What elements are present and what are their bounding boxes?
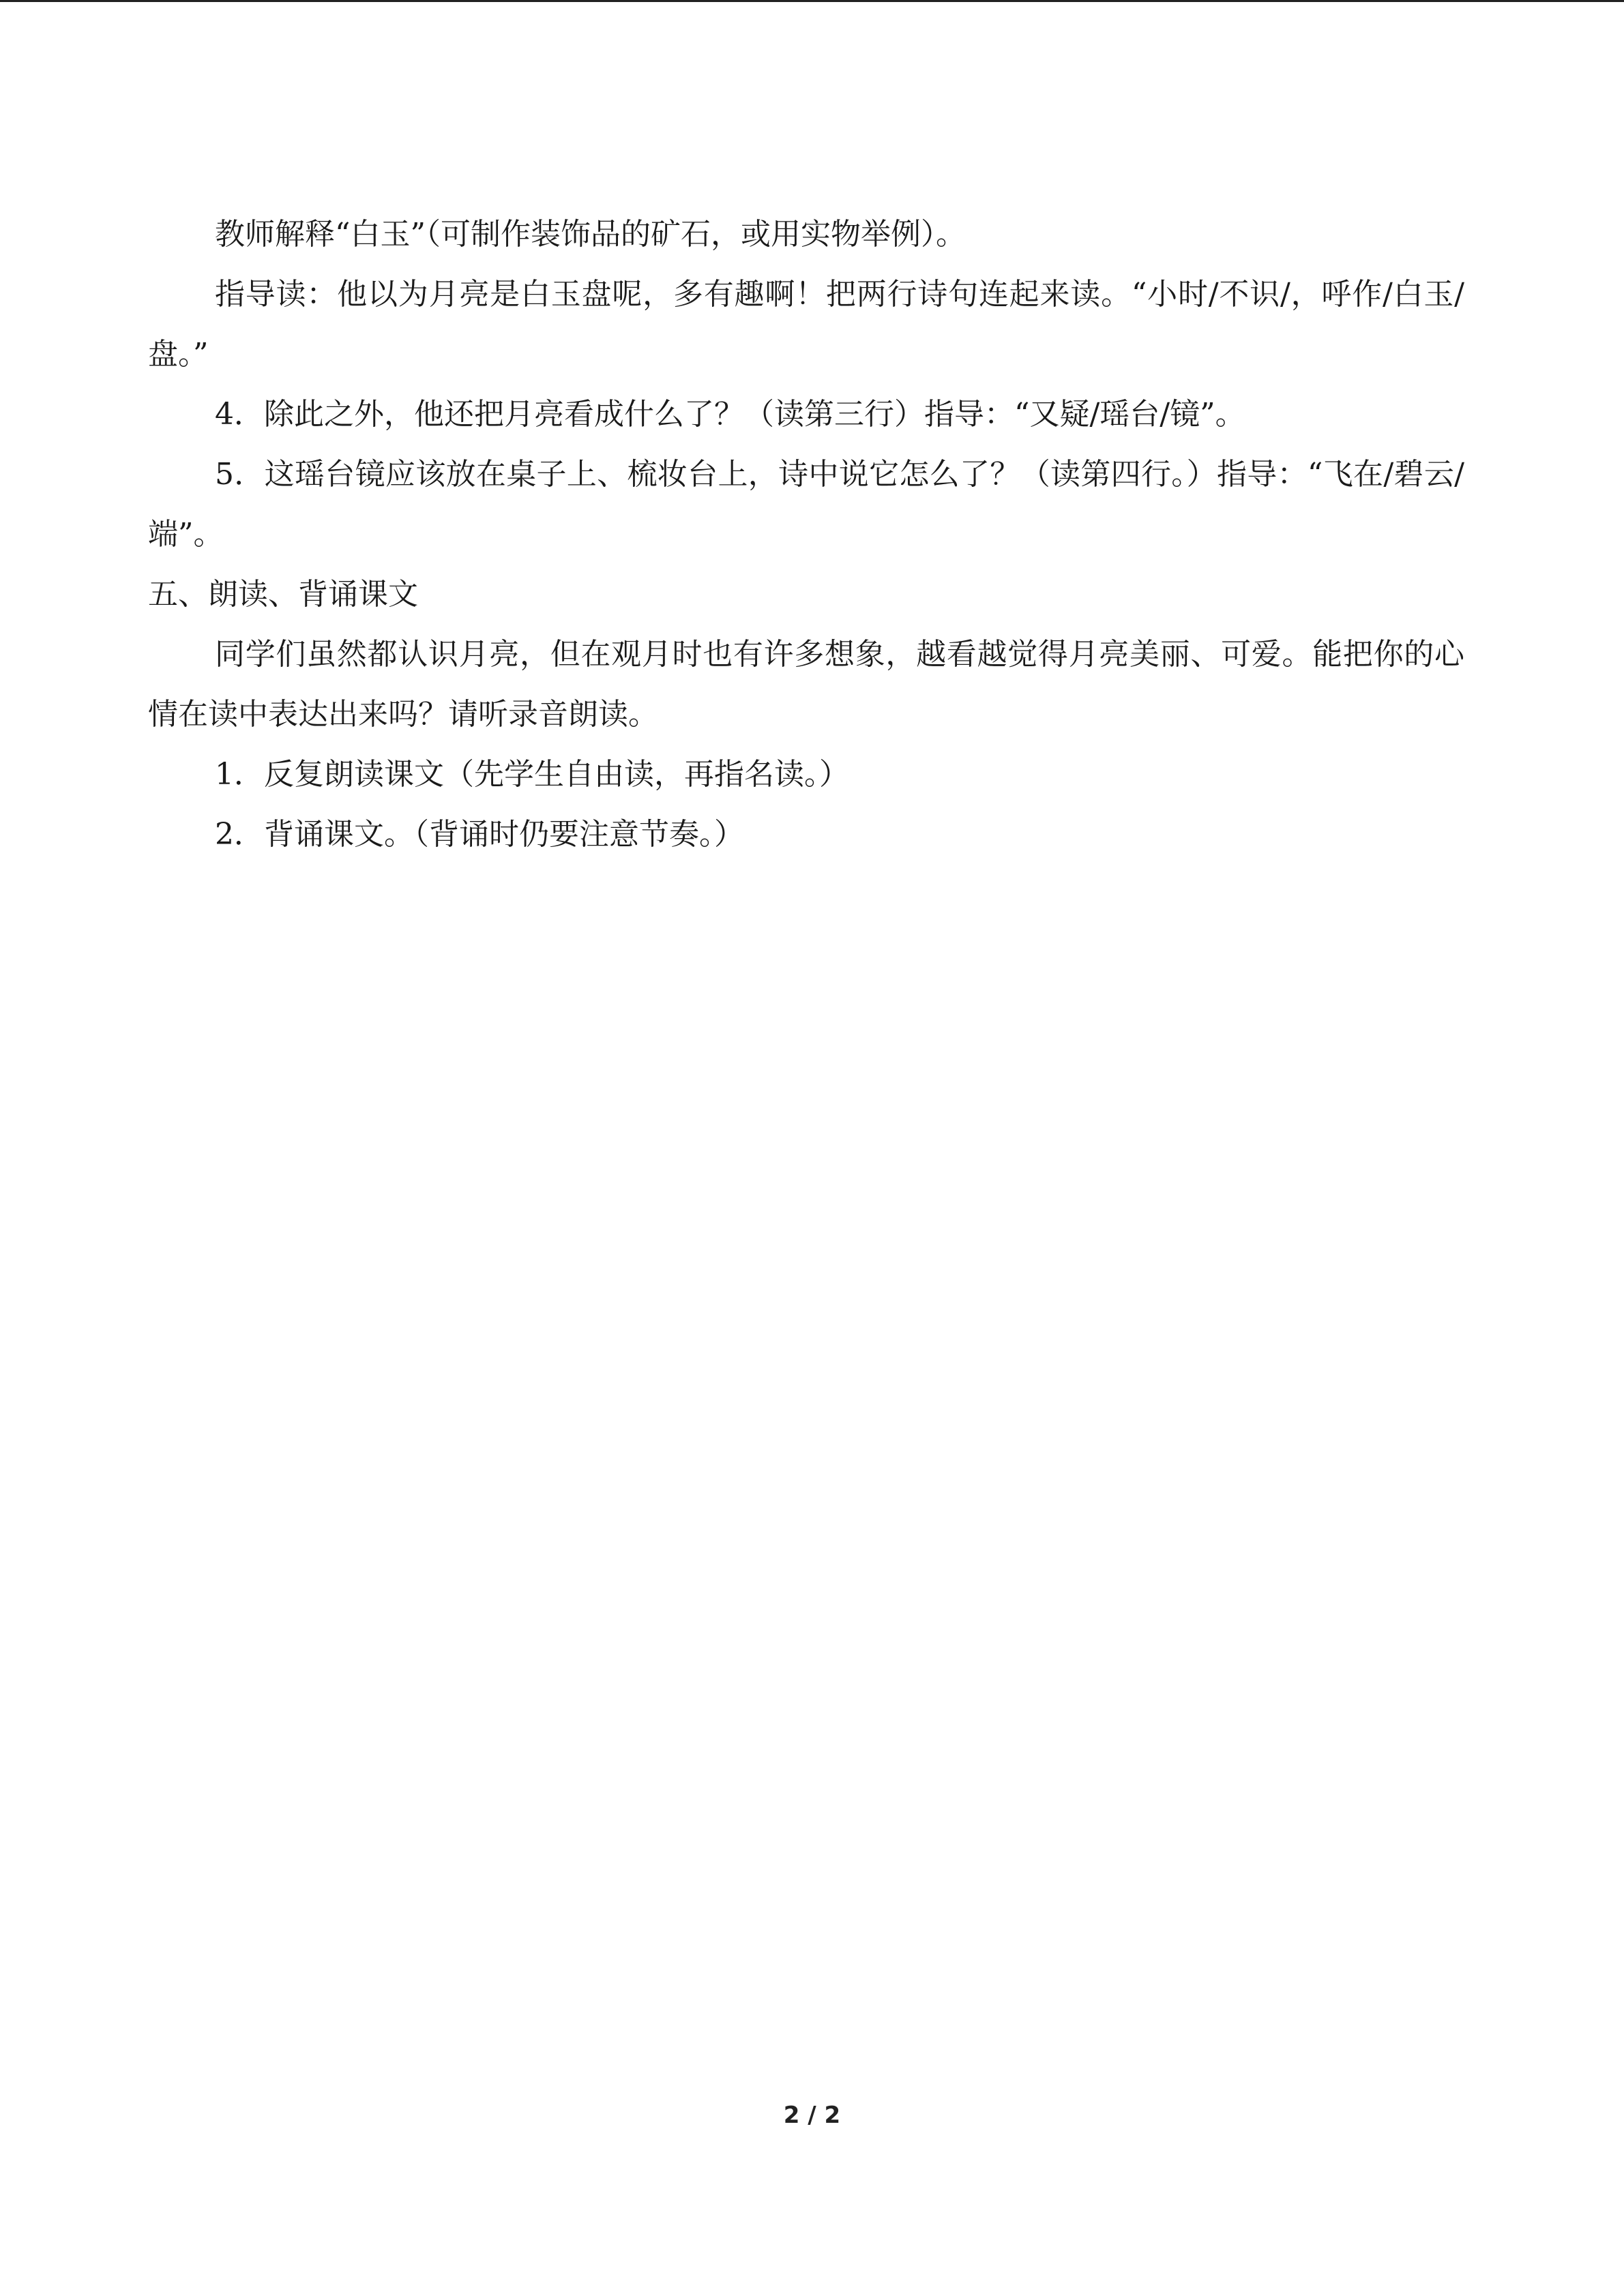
paragraph-item-4: 4．除此之外，他还把月亮看成什么了？（读第三行）指导：“又疑/瑶台/镜”。 (215, 397, 1245, 432)
paragraph-item-5: 5．这瑶台镜应该放在桌子上、梳妆台上，诗中说它怎么了？（读第四行。）指导：“飞在/碧云/端”。 (148, 457, 1464, 552)
paragraph-recitation-intro: 同学们虽然都认识月亮，但在观月时也有许多想象，越看越觉得月亮美丽、可爱。能把你的心情在读中表达出来吗？请听录音朗读。 (148, 637, 1464, 732)
paragraph-step-1: 1．反复朗读课文（先学生自由读，再指名读。） (215, 757, 849, 792)
paragraph-reading-guidance: 指导读：他以为月亮是白玉盘呢，多有趣啊！把两行诗句连起来读。“小时/不识/，呼作/白玉/盘。” (148, 277, 1464, 372)
top-border-line (0, 0, 1624, 2)
document-body (148, 205, 1464, 865)
section-heading-recitation: 五、朗读、背诵课文 (148, 577, 418, 612)
page-number: 2 / 2 (783, 2102, 841, 2129)
paragraph-step-2: 2．背诵课文。（背诵时仍要注意节奏。） (215, 817, 744, 852)
paragraph-baiyu-explanation: 教师解释“白玉”（可制作装饰品的矿石，或用实物举例）。 (215, 217, 966, 252)
